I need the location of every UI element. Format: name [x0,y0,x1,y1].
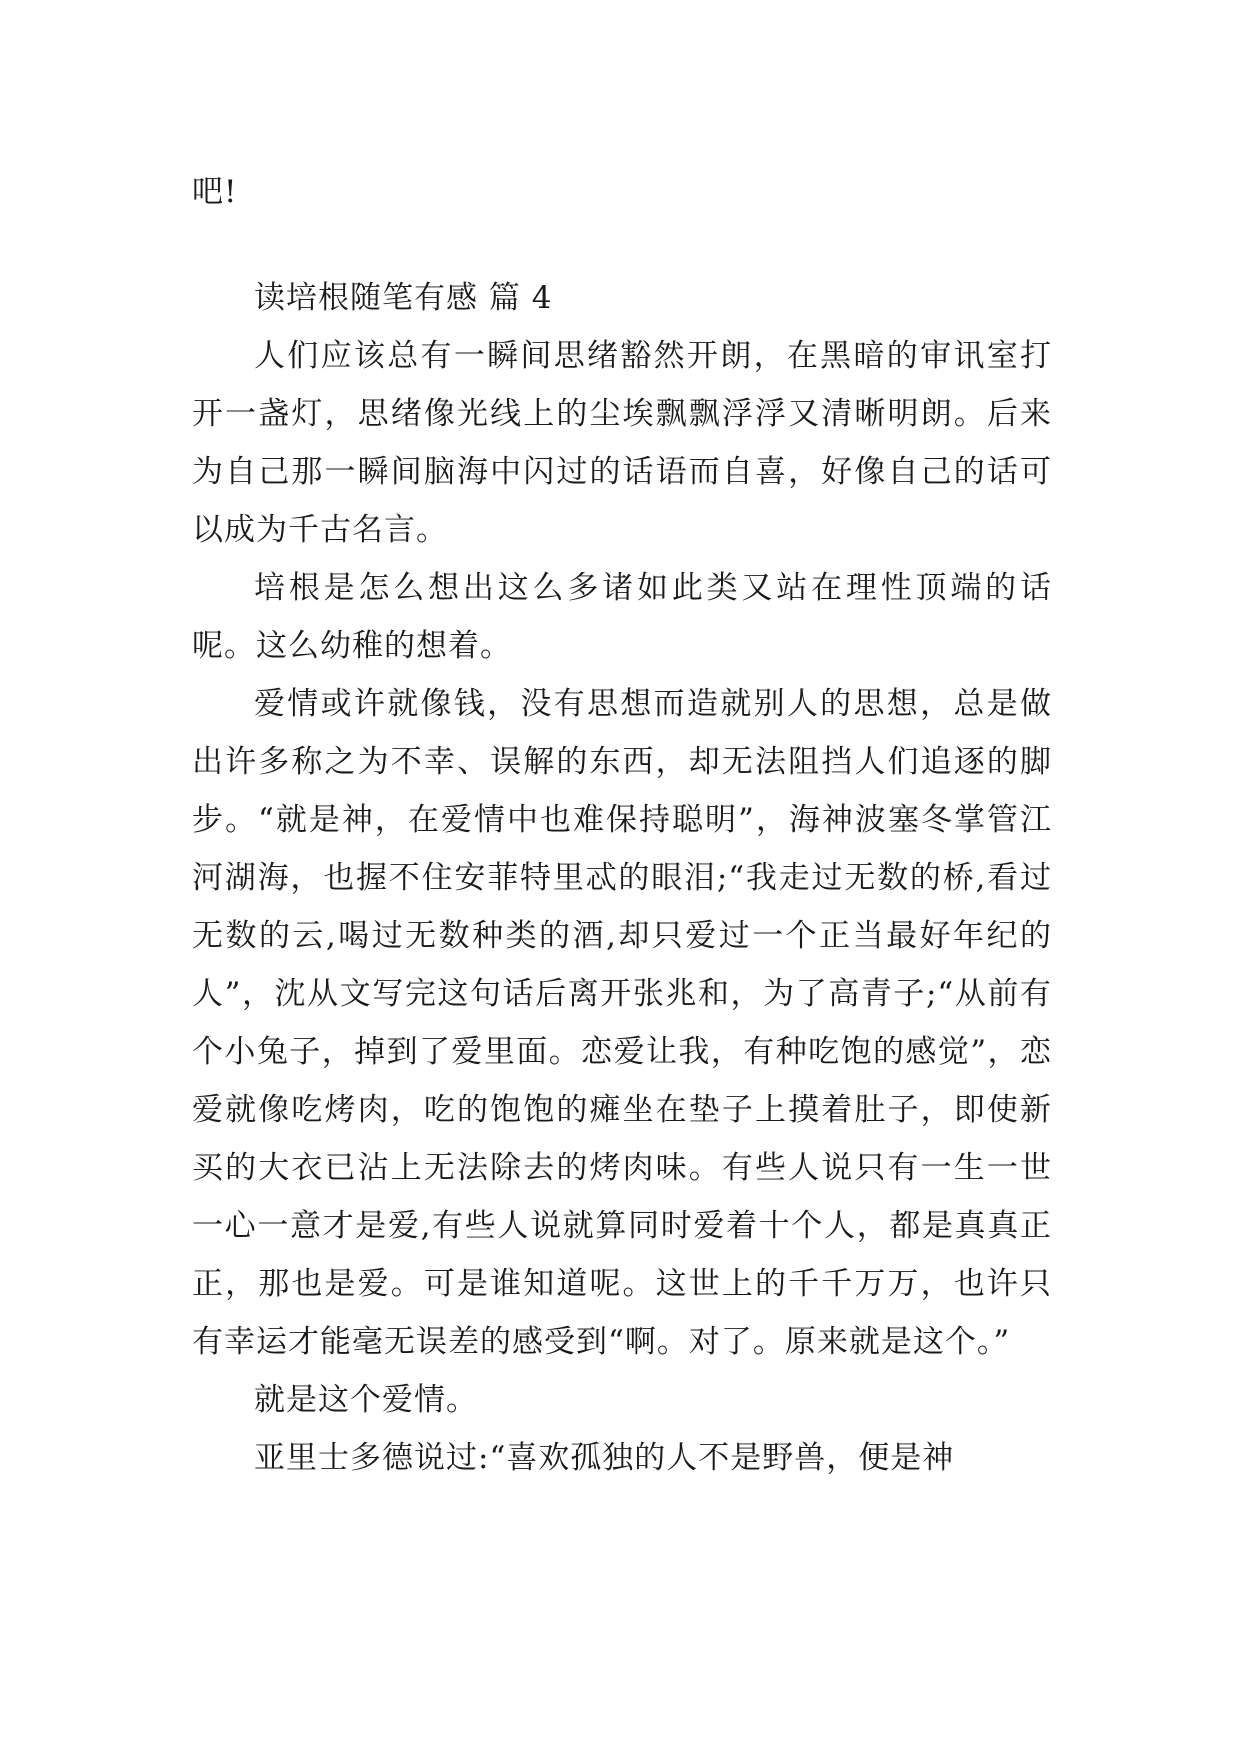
document-body [192,163,1052,1487]
paragraph-2: 培根是怎么想出这么多诸如此类又站在理性顶端的话呢。这么幼稚的想着。 [192,570,1052,664]
paragraph-4: 就是这个爱情。 [254,1382,478,1418]
paragraph-5: 亚里士多德说过:“喜欢孤独的人不是野兽，便是神 [254,1440,955,1476]
section-heading: 读培根随笔有感 篇 4 [254,280,553,316]
paragraph-1: 人们应该总有一瞬间思绪豁然开朗，在黑暗的审讯室打开一盏灯，思绪像光线上的尘埃飘飘浮浮又清晰明朗。后来为自己那一瞬间脑海中闪过的话语而自喜，好像自己的话可以成为千古名言。 [192,338,1052,548]
paragraph-3: 爱情或许就像钱，没有思想而造就别人的思想，总是做出许多称之为不幸、误解的东西，却无法阻挡人们追逐的脚步。“就是神，在爱情中也难保持聪明”，海神波塞冬掌管江河湖海，也握不住安菲特里忒的眼泪;“我走过无数的桥,看过无数的云,喝过无数种类的酒,却只爱过一个正当最好年纪的人”，沈从文写完这句话后离开张兆和，为了高青子;“从前有个小兔子，掉到了爱里面。恋爱让我，有种吃饱的感觉”，恋爱就像吃烤肉，吃的饱饱的瘫坐在垫子上摸着肚子，即使新买的大衣已沾上无法除去的烤肉味。有些人说只有一生一世一心一意才是爱,有些人说就算同时爱着十个人，都是真真正正，那也是爱。可是谁知道呢。这世上的千千万万，也许只有幸运才能毫无误差的感受到“啊。对了。原来就是这个。” [192,686,1052,1360]
paragraph-continuation: 吧! [192,174,238,210]
